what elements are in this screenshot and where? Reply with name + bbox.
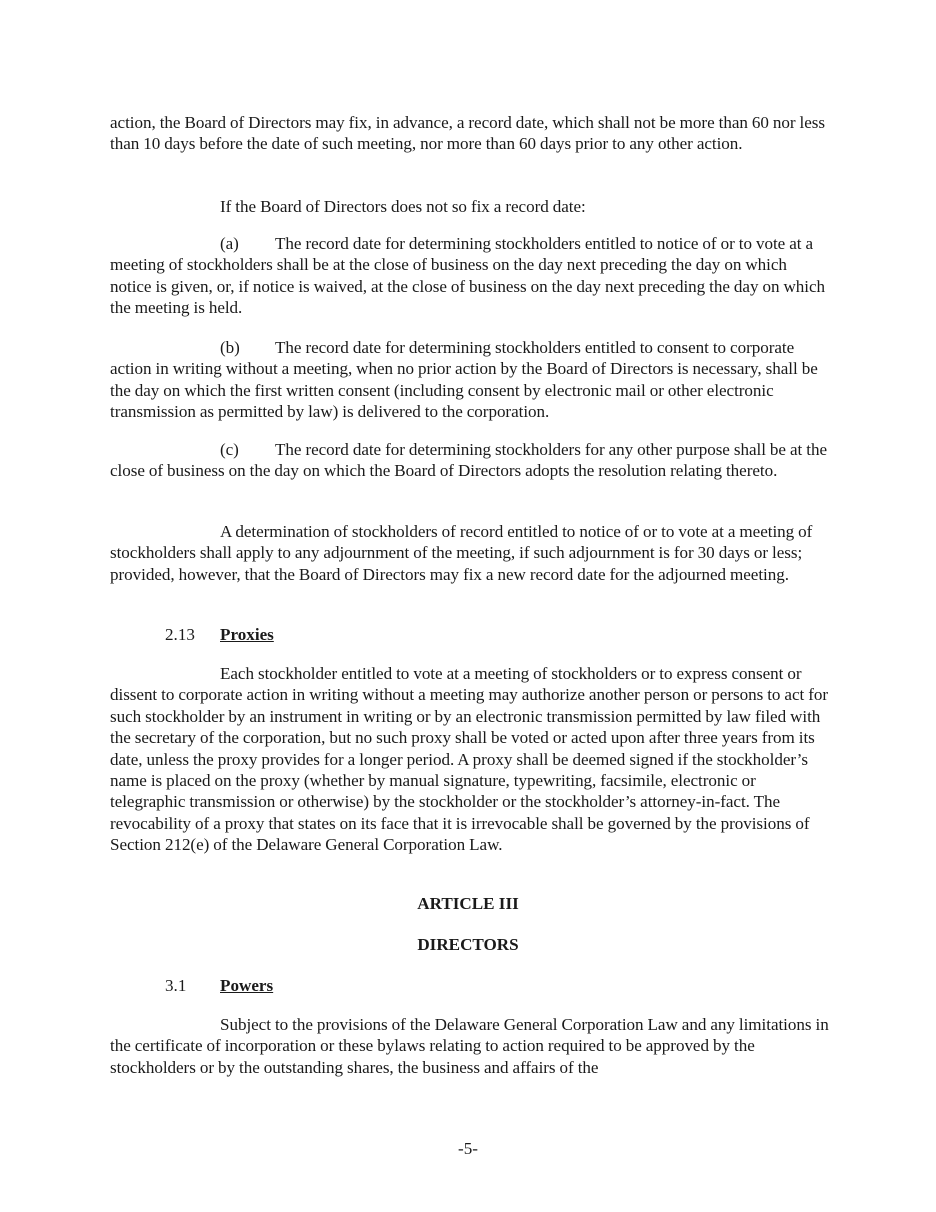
section-2-13-title: Proxies (220, 625, 274, 644)
adjournment-determination-paragraph: A determination of stockholders of record entitled to notice of or to vote at a meeting of stockholders shall apply to any adjournment of the meeting, if such adjournment is for 30 days or less; provided, however, that the Board of Directors may fix a new record date for the adjourned meeting. (110, 522, 813, 584)
powers-paragraph: Subject to the provisions of the Delaware General Corporation Law and any limitations in the certificate of incorporation or these bylaws relating to action required to be approved by the stockholders or by the outstanding shares, the business and affairs of the (110, 1015, 829, 1077)
section-3-1-heading (165, 975, 273, 996)
article-number: ARTICLE III (417, 894, 519, 913)
section-3-1-title: Powers (220, 976, 274, 995)
section-2-13-heading (165, 624, 274, 645)
section-2-13-number: 2.13 (165, 625, 195, 644)
clause-c-text: The record date for determining stockholders for any other purpose shall be at the close of business on the day on which the Board of Directors adopts the resolution relating thereto. (110, 440, 827, 481)
clause-b-text: The record date for determining stockholders entitled to consent to corporate action in writing without a meeting, when no prior action by the Board of Directors is necessary, shall be the day on which the first written consent (including consent by electronic mail or other electronic transmission as permitted by law) is delivered to the corporation. (110, 338, 818, 422)
no-record-date-paragraph: If the Board of Directors does not so fix a record date: (220, 197, 586, 216)
clause-c-paragraph (110, 439, 830, 482)
article-title: DIRECTORS (417, 935, 519, 954)
proxies-paragraph: Each stockholder entitled to vote at a meeting of stockholders or to express consent or dissent to corporate action in writing without a meeting may authorize another person or persons to act for such stockholder by an instrument in writing or by an electronic transmission permitted by law filed with the secretary of the corporation, but no such proxy shall be voted or acted upon after three years from its date, unless the proxy provides for a longer period. A proxy shall be deemed signed if the stockholder’s name is placed on the proxy (whether by manual signature, typewriting, facsimile, electronic or telegraphic transmission or otherwise) by the stockholder or the stockholder’s attorney-in-fact. The revocability of a proxy that states on its face that it is irrevocable shall be governed by the provisions of Section 212(e) of the Delaware General Corporation Law. (110, 664, 829, 855)
section-3-1-number: 3.1 (165, 976, 187, 995)
clause-a-paragraph (110, 233, 830, 319)
clause-a-marker: (a) (220, 234, 239, 253)
record-date-continuation-paragraph: action, the Board of Directors may fix, in advance, a record date, which shall not be more than 60 nor less than 10 days before the date of such meeting, nor more than 60 days prior to any other action. (110, 113, 825, 154)
clause-a-text: The record date for determining stockholders entitled to notice of or to vote at a meeting of stockholders shall be at the close of business on the day next preceding the day on which notice is given, or, if notice is waived, at the close of business on the day next preceding the day on which the meeting is held. (110, 234, 826, 318)
clause-b-paragraph (110, 337, 830, 423)
page-number: -5- (458, 1139, 478, 1158)
clause-c-marker: (c) (220, 440, 239, 459)
clause-b-marker: (b) (220, 338, 240, 357)
